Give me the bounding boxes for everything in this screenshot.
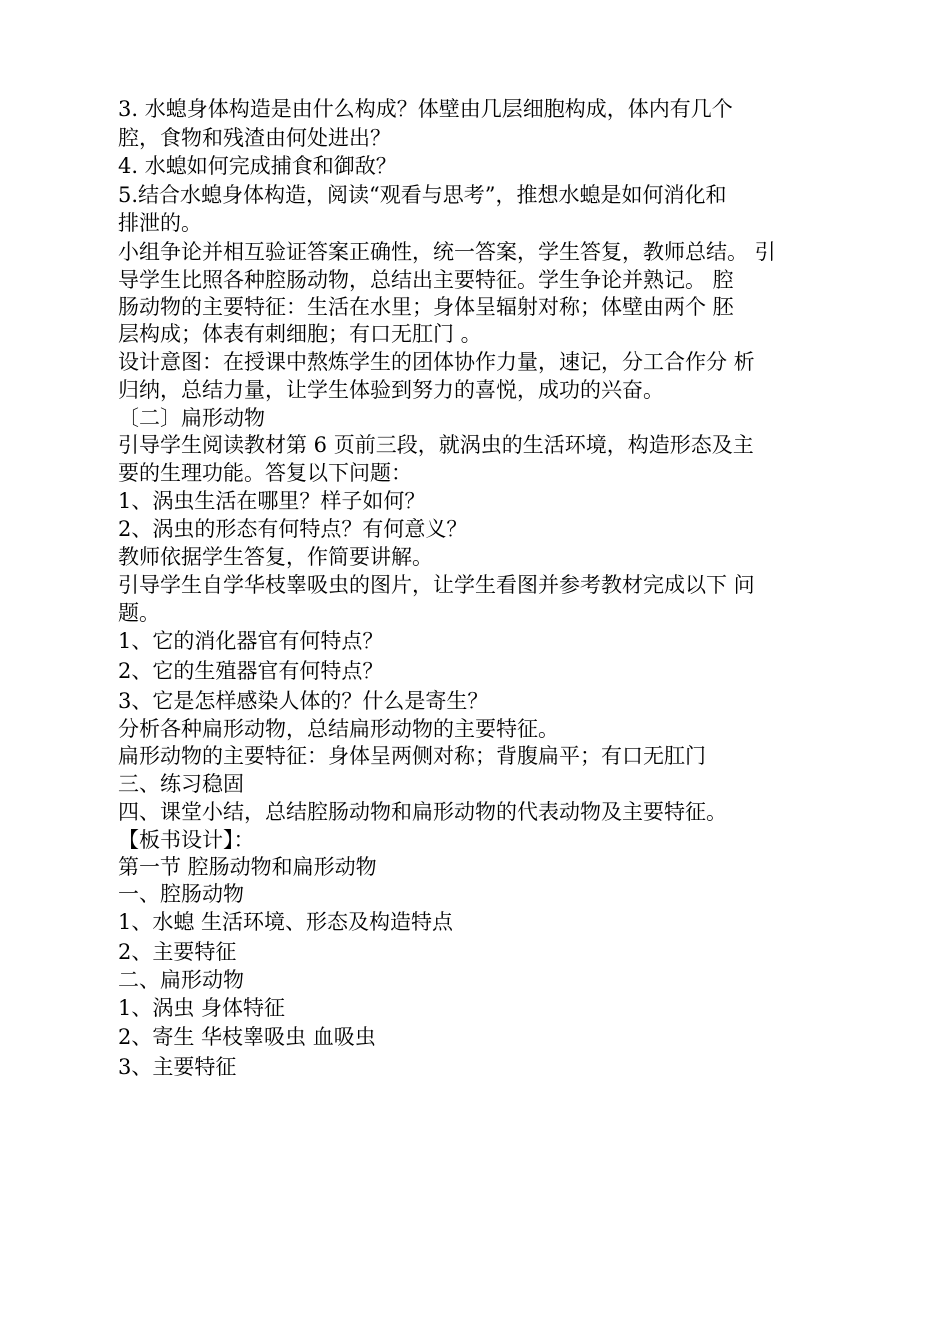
question-item: 1、涡虫生活在哪里？样子如何？ [118,489,426,513]
text-line: 引导学生阅读教材第 6 页前三段，就涡虫的生活环境，构造形态及主 [118,433,754,457]
section-heading: 〔二〕扁形动物 [118,406,265,430]
question-item: 3、它是怎样感染人体的？什么是寄生？ [118,689,489,713]
text-line: 分析各种扁形动物，总结扁形动物的主要特征。 [118,717,559,741]
text-line: 排泄的。 [118,211,202,235]
text-line: 扁形动物的主要特征：身体呈两侧对称；背腹扁平；有口无肛门 [118,744,706,768]
text-line: 引导学生自学华枝睾吸虫的图片，让学生看图并参考教材完成以下 问 [118,573,755,597]
section-heading: 四、课堂小结，总结腔肠动物和扁形动物的代表动物及主要特征。 [118,800,727,824]
text-line: 3. 水螅身体构造是由什么构成？体壁由几层细胞构成，体内有几个 [118,97,733,121]
text-line: 教师依据学生答复，作简要讲解。 [118,545,433,569]
text-line: 4. 水螅如何完成捕食和御敌？ [118,154,397,178]
question-item: 2、它的生殖器官有何特点？ [118,659,384,683]
question-item: 2、涡虫的形态有何特点？有何意义？ [118,517,468,541]
board-line: 1、水螅 生活环境、形态及构造特点 [118,910,454,934]
board-line: 2、寄生 华枝睾吸虫 血吸虫 [118,1025,376,1049]
text-line: 小组争论并相互验证答案正确性，统一答案，学生答复，教师总结。 引 [118,240,776,264]
board-line: 1、涡虫 身体特征 [118,996,286,1020]
text-line: 归纳，总结力量，让学生体验到努力的喜悦，成功的兴奋。 [118,378,664,402]
board-line: 二、扁形动物 [118,968,244,992]
text-line: 题。 [118,601,160,625]
question-item: 1、它的消化器官有何特点？ [118,629,384,653]
text-line: 层构成；体表有刺细胞；有口无肛门 。 [118,322,482,346]
text-line: 5.结合水螅身体构造，阅读“观看与思考”，推想水螅是如何消化和 [118,183,727,207]
text-line: 导学生比照各种腔肠动物，总结出主要特征。学生争论并熟记。 腔 [118,268,734,292]
board-line: 3、主要特征 [118,1055,237,1079]
board-line: 一、腔肠动物 [118,882,244,906]
board-design-heading: 【板书设计】： [118,828,255,852]
text-line: 要的生理功能。答复以下问题： [118,461,412,485]
section-heading: 三、练习稳固 [118,772,244,796]
text-line: 肠动物的主要特征：生活在水里；身体呈辐射对称；体壁由两个 胚 [118,295,734,319]
text-line: 腔，食物和残渣由何处进出？ [118,126,391,150]
board-line: 第一节 腔肠动物和扁形动物 [118,855,377,879]
text-line: 设计意图：在授课中熬炼学生的团体协作力量，速记，分工合作分 析 [118,350,755,374]
board-line: 2、主要特征 [118,940,237,964]
